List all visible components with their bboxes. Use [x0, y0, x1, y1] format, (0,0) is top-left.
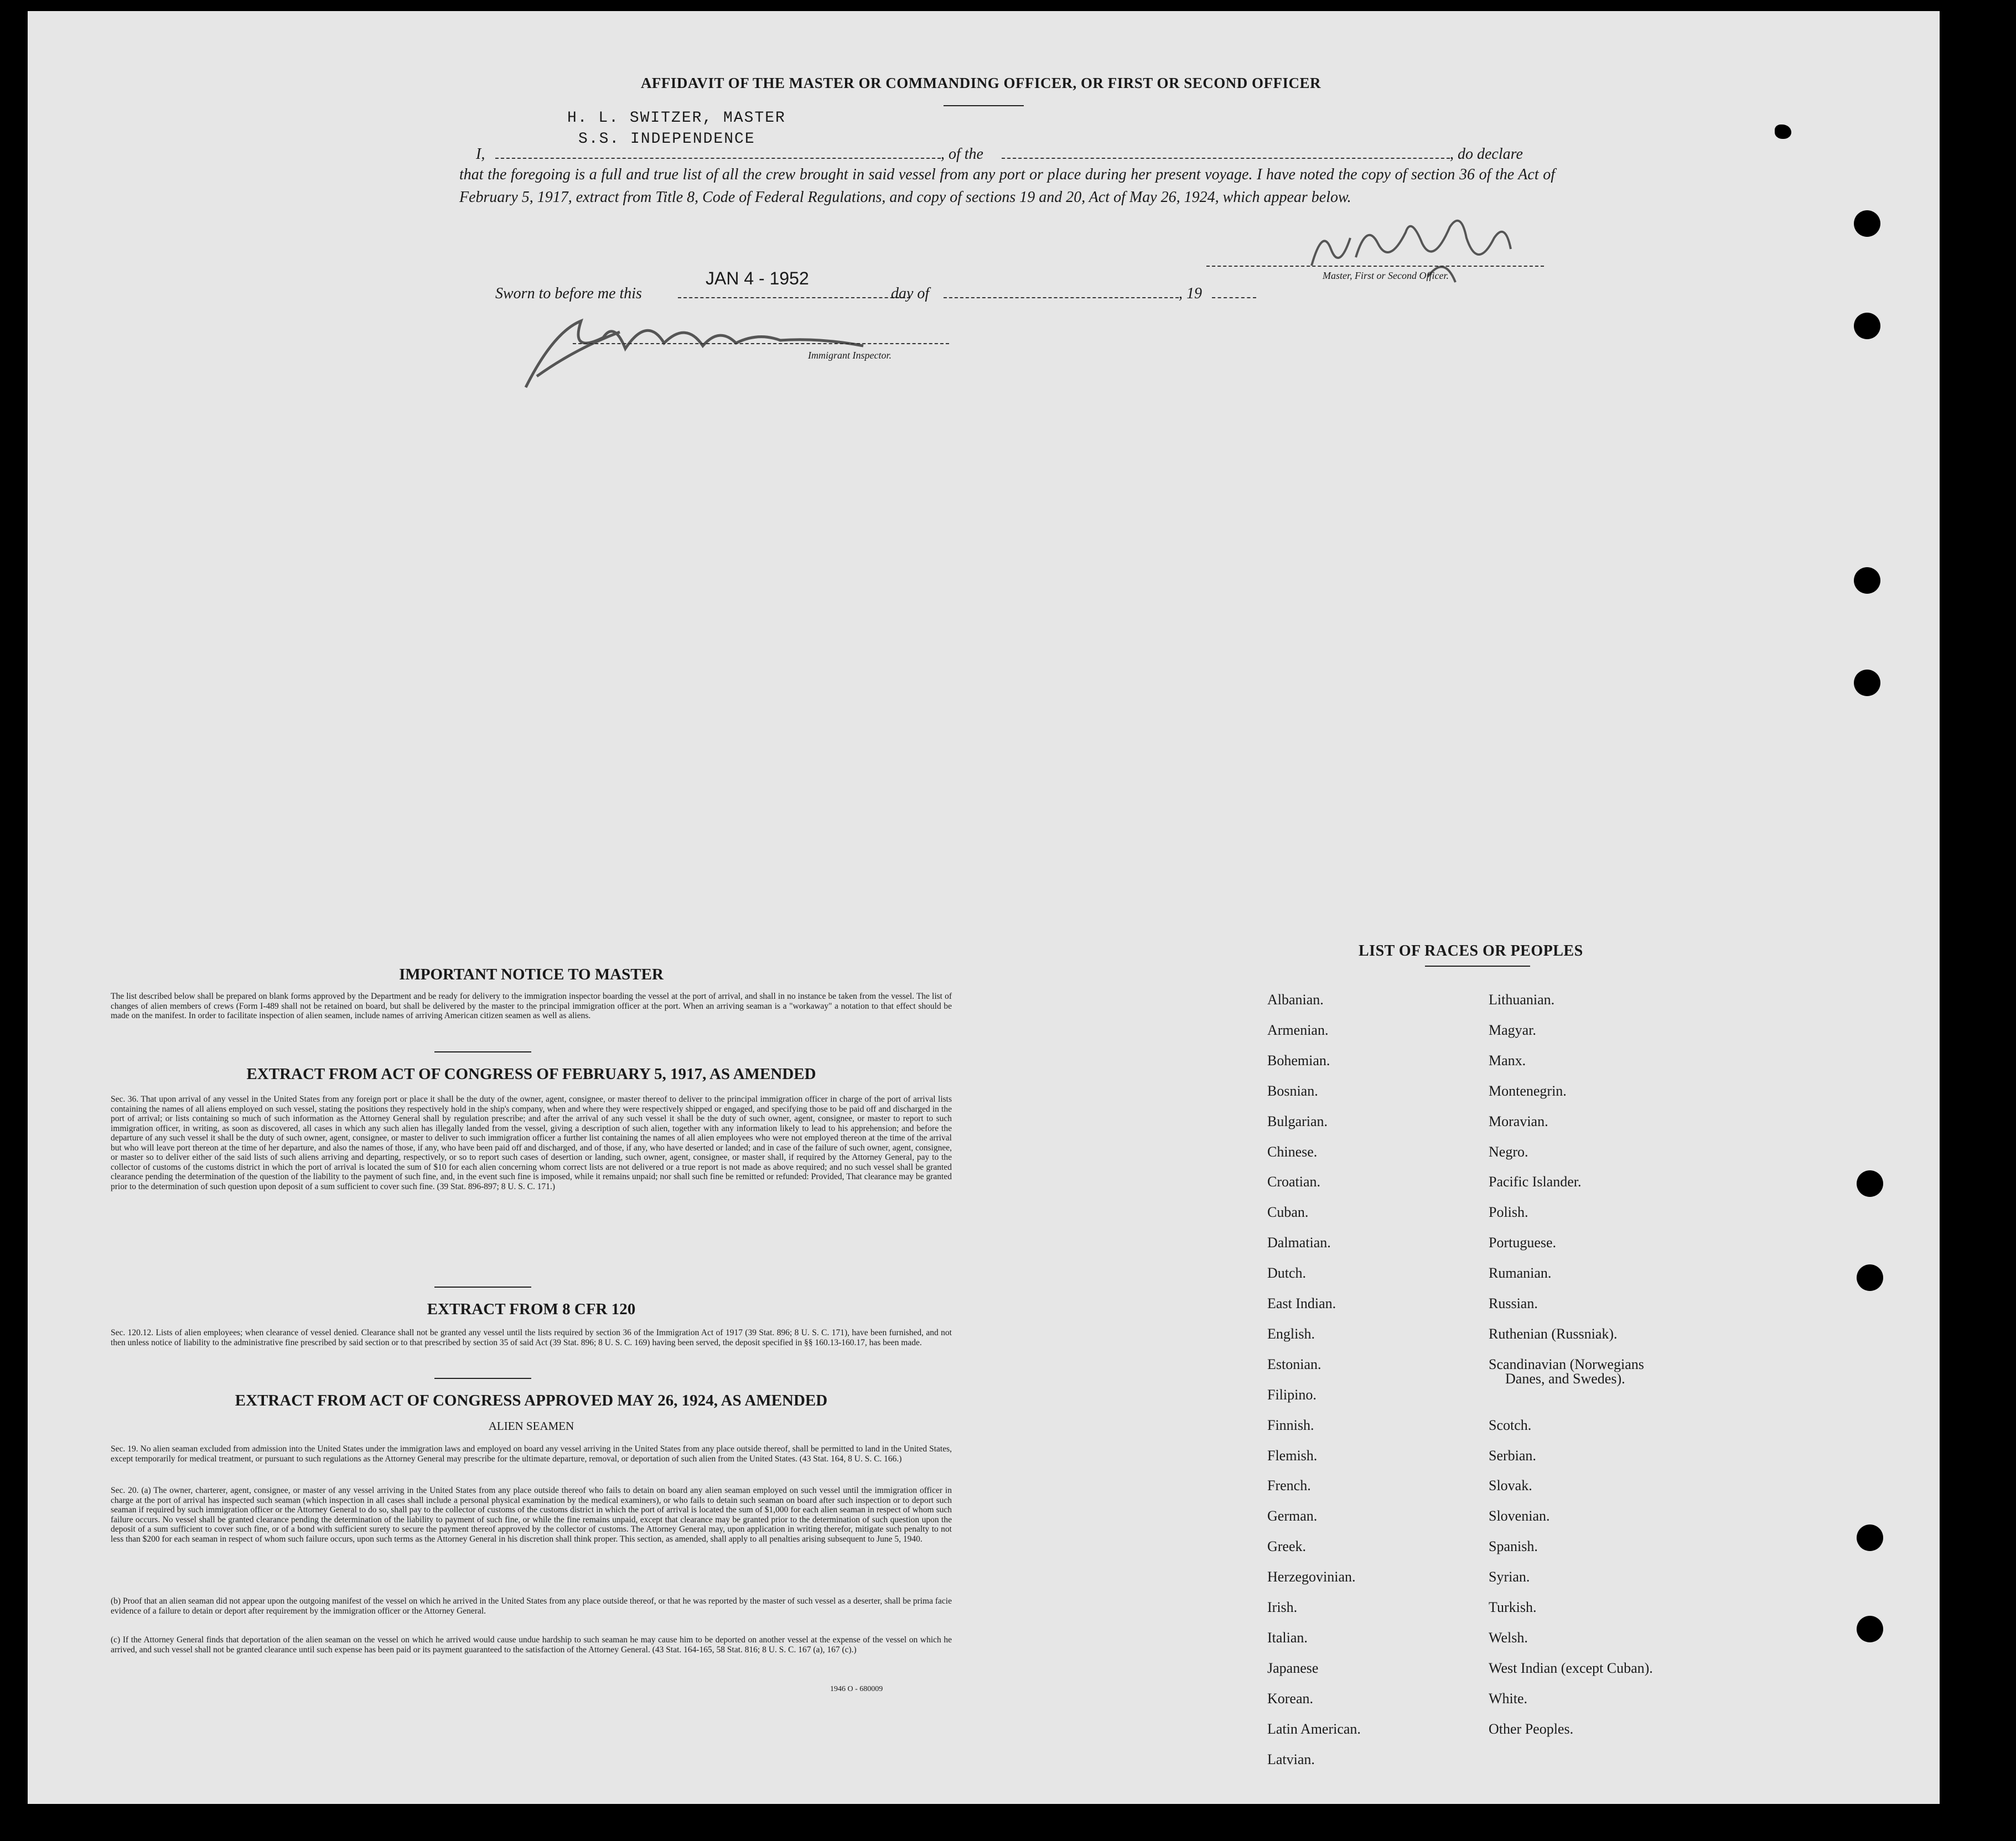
- year-prefix: , 19: [1179, 285, 1202, 302]
- inspector-signature: [520, 299, 908, 393]
- race-item: Flemish.: [1267, 1447, 1318, 1464]
- officer-caption: Master, First or Second Officer.: [1323, 270, 1449, 281]
- vessel-blank: [1002, 147, 1450, 159]
- master-signature-line: [1206, 255, 1544, 267]
- sworn-date-stamp: JAN 4 - 1952: [706, 268, 809, 288]
- race-item: Dalmatian.: [1267, 1235, 1331, 1251]
- punch-hole: [1854, 313, 1880, 339]
- race-item: Turkish.: [1489, 1599, 1537, 1615]
- race-item: Lithuanian.: [1489, 992, 1555, 1008]
- race-item: Herzegovinian.: [1267, 1569, 1356, 1585]
- race-item: Other Peoples.: [1489, 1720, 1574, 1737]
- race-item: German.: [1267, 1508, 1318, 1524]
- race-item: Albanian.: [1267, 992, 1324, 1008]
- affidavit-title: AFFIDAVIT OF THE MASTER OR COMMANDING OFFICER, OR FIRST OR SECOND OFFICER: [640, 75, 1321, 91]
- race-item: Latvian.: [1267, 1751, 1315, 1767]
- race-item: Portuguese.: [1489, 1235, 1557, 1251]
- do-declare-label: , do declare: [1450, 146, 1523, 163]
- extract-1917-title: EXTRACT FROM ACT OF CONGRESS OF FEBRUARY 5, 1917, AS AMENDED: [246, 1065, 816, 1083]
- race-item: Filipino.: [1267, 1386, 1317, 1403]
- typed-vessel-name: S.S. INDEPENDENCE: [578, 131, 755, 148]
- extract-1917-body: Sec. 36. That upon arrival of any vessel in the United States from any foreign port or place it shall be the duty of the owner, agent, consignee, or master thereof to deliver to the principal immigration officer in charge of the port of arrival lists containing the names of all aliens employed on such vessel, stating the positions they respectively hold in the ship's company, when and where they were respectively shipped or engaged, and specifying those to be paid off and discharged in the port of arrival; or lists containing so much of such information as the Attorney General shall by regulation prescribe; and after the arrival of any such vessel it shall be the duty of such owner, agent, consignee, or master to report to such immigration officer, in writing, as soon as discovered, all cases in which any such alien has illegally landed from the vessel, giving a description of such alien, together with any information likely to lead to his apprehension; and before the departure of any such vessel it shall be the duty of such owner, agent, consignee, or master to deliver to such immigration officer a further list containing the names of all alien employees who were not employed thereon at the time of the arrival but who will leave port thereon at the time of her departure, and also the names of those, if any, who have been paid off and discharged, and of those, if any, who have deserted or landed; and in case of the failure of such owner, agent, consignee, or master so to deliver either of the said lists of such aliens arriving and departing, respectively, or so to report such cases of desertion or landing, such owner, agent, consignee, or master shall, if required by the Attorney General, pay to the collector of customs of the customs district in which the port of arrival is located the sum of $10 for each alien concerning whom correct lists are not delivered or a true report is not made as above required; and no such vessel shall be granted clearance pending the determination of the question of the liability to the payment of such fine, and, in the event such fine is imposed, while it remains unpaid; nor shall such fine be remitted or refunded: Provided, That clearance may be granted prior to the determination of such question upon deposit of a sum sufficient to cover such fine. (39 Stat. 896-897; 8 U. S. C. 171.): [111, 1095, 952, 1191]
- race-item: Croatian.: [1267, 1174, 1321, 1190]
- race-item: Ruthenian (Russniak).: [1489, 1325, 1618, 1342]
- race-item: Japanese: [1267, 1660, 1319, 1676]
- extract-1917-rule: [434, 1287, 531, 1288]
- punch-hole: [1854, 567, 1880, 594]
- sec-20a-text: Sec. 20. (a) The owner, charterer, agent, consignee, or master of any vessel arriving in the United States from any place outside thereof who fails to detain on board any alien seaman employed on such vessel until the immigration officer in charge at the port of arrival has inspected such seaman (which inspection in all cases shall include a personal physical examination by the medical examiners), or who fails to detain such seaman on board after such inspection or to deport such seaman if required by such immigration officer or the Attorney General to do so, shall pay to the collector of customs of the customs district in which the port of arrival is located the sum of $1,000 for each alien seaman in respect of whom such failure occurs. No vessel shall be granted clearance pending the determination of the liability to payment of such fine, or while the fine remains unpaid, except that clearance may be granted prior to the determination of such question upon the deposit of a sum sufficient to cover such fine, or of a bond with sufficient surety to secure the payment thereof approved by the collector of customs. The Attorney General may, upon application in writing therefor, mitigate such penalty to not less than $200 for each seaman in respect of whom such failure occurs, upon such terms as the Attorney General in his discretion shall think proper. This section, as amended, shall apply to all penalties arising subsequent to June 5, 1940.: [111, 1486, 952, 1544]
- punch-hole: [1854, 210, 1880, 237]
- alien-seamen-subtitle: ALIEN SEAMEN: [488, 1419, 574, 1433]
- sec-20c-text: (c) If the Attorney General finds that deportation of the alien seaman on the vessel on which he arrived would cause undue hardship to such seaman he may cause him to be deported on another vessel at the expense of the vessel on which he arrived, and such vessel shall not be granted clearance until such expense has been paid or its payment guaranteed to the satisfaction of the Attorney General. (43 Stat. 164-165, 58 Stat. 816; 8 U. S. C. 167 (a), 167 (c).): [111, 1635, 952, 1655]
- race-item: Manx.: [1489, 1052, 1526, 1069]
- race-item: Bulgarian.: [1267, 1113, 1328, 1129]
- race-item: Finnish.: [1267, 1417, 1314, 1433]
- typed-master-name: H. L. SWITZER, MASTER: [567, 110, 786, 127]
- notice-rule: [434, 1051, 531, 1052]
- race-item: East Indian.: [1267, 1295, 1336, 1311]
- race-item: Korean.: [1267, 1690, 1314, 1707]
- race-item: Welsh.: [1489, 1629, 1528, 1646]
- title-rule: [944, 105, 1024, 106]
- cfr-title: EXTRACT FROM 8 CFR 120: [427, 1300, 636, 1318]
- race-item: Scandinavian (Norwegians: [1489, 1356, 1644, 1372]
- race-item: Magyar.: [1489, 1021, 1536, 1038]
- race-item: Polish.: [1489, 1204, 1528, 1221]
- punch-hole: [1857, 1524, 1883, 1551]
- race-item: Rumanian.: [1489, 1265, 1552, 1282]
- day-of-blank: [944, 286, 1179, 298]
- race-item: Cuban.: [1267, 1204, 1309, 1221]
- race-item: English.: [1267, 1325, 1315, 1342]
- notice-body: The list described below shall be prepared on blank forms approved by the Department and be ready for delivery to the immigration inspector boarding the vessel at the port of arrival, and shall in no instance be taken from the vessel. The list of changes of alien members of crews (Form I-489 shall not be retained on board, but shall be delivered by the master to the principal immigration officer at the port. When an arriving seaman is a "workaway" a notation to that effect should be made on the manifest. In order to facilitate inspection of alien seamen, include names of arriving American citizen seamen as well as aliens.: [111, 992, 952, 1020]
- race-item: Spanish.: [1489, 1538, 1538, 1555]
- race-item: Bosnian.: [1267, 1082, 1318, 1099]
- sworn-label: Sworn to before me this: [495, 285, 642, 302]
- race-item: Chinese.: [1267, 1143, 1318, 1160]
- races-rule: [1425, 966, 1530, 967]
- race-item: Danes, and Swedes).: [1505, 1370, 1625, 1387]
- inspector-signature-line: [573, 332, 949, 344]
- race-item: Scotch.: [1489, 1417, 1532, 1433]
- race-item: Greek.: [1267, 1538, 1307, 1555]
- race-item: Slovenian.: [1489, 1508, 1550, 1524]
- name-blank: [495, 147, 941, 159]
- race-item: Slovak.: [1489, 1477, 1532, 1494]
- race-item: Dutch.: [1267, 1265, 1307, 1282]
- race-item: Moravian.: [1489, 1113, 1548, 1129]
- punch-hole: [1857, 1264, 1883, 1291]
- race-item: French.: [1267, 1477, 1311, 1494]
- race-item: Serbian.: [1489, 1447, 1536, 1464]
- punch-hole: [1854, 670, 1880, 696]
- race-item: Pacific Islander.: [1489, 1174, 1582, 1190]
- race-item: Montenegrin.: [1489, 1082, 1567, 1099]
- race-item: White.: [1489, 1690, 1528, 1707]
- race-item: West Indian (except Cuban).: [1489, 1660, 1653, 1676]
- race-item: Latin American.: [1267, 1720, 1361, 1737]
- race-item: Armenian.: [1267, 1021, 1329, 1038]
- cfr-rule: [434, 1378, 531, 1379]
- ink-blot: [1775, 125, 1791, 139]
- race-item: Russian.: [1489, 1295, 1538, 1311]
- document-page: [28, 11, 1940, 1804]
- race-item: Italian.: [1267, 1629, 1308, 1646]
- cfr-body: Sec. 120.12. Lists of alien employees; when clearance of vessel denied. Clearance shall not be granted any vessel until the lists required by section 36 of the Immigration Act of 1917 (39 Stat. 896; 8 U. S. C. 171), have been furnished, and not then unless notice of liability to the administrative fine prescribed by said section or to that prescribed by section 35 of said Act (39 Stat. 896; 8 U. S. C. 169) having been served, the deposit specified in §§ 160.13-160.17, has been made.: [111, 1328, 952, 1347]
- race-item: Estonian.: [1267, 1356, 1321, 1372]
- extract-1924-title: EXTRACT FROM ACT OF CONGRESS APPROVED MAY 26, 1924, AS AMENDED: [235, 1392, 828, 1409]
- races-title: LIST OF RACES OR PEOPLES: [1359, 942, 1583, 960]
- sec-19-text: Sec. 19. No alien seaman excluded from admission into the United States under the immigration laws and employed on board any vessel arriving in the United States from any place outside thereof, shall be permitted to land in the United States, except temporarily for medical treatment, or pursuant to such regulations as the Attorney General may prescribe for the ultimate departure, removal, or deportation of such alien from the United States. (43 Stat. 164, 8 U. S. C. 166.): [111, 1444, 952, 1464]
- inspector-caption: Immigrant Inspector.: [808, 350, 892, 361]
- race-item: Bohemian.: [1267, 1052, 1330, 1069]
- notice-title: IMPORTANT NOTICE TO MASTER: [399, 966, 664, 983]
- race-item: Negro.: [1489, 1143, 1528, 1160]
- sec-20b-text: (b) Proof that an alien seaman did not appear upon the outgoing manifest of the vessel on which he arrived in the United States from any place outside thereof, or that he was reported by the master of such vessel as a deserter, shall be prima facie evidence of a failure to detain or deport after requirement by the immigration officer or the Attorney General.: [111, 1596, 952, 1616]
- year-blank: [1212, 286, 1256, 298]
- race-item: Syrian.: [1489, 1569, 1530, 1585]
- day-of-label: day of: [891, 285, 930, 302]
- race-item: Irish.: [1267, 1599, 1298, 1615]
- punch-hole: [1857, 1170, 1883, 1197]
- affidavit-i-label: I,: [476, 146, 485, 163]
- affidavit-body: that the foregoing is a full and true list of all the crew brought in said vessel from any port or place during her present voyage. I have noted the copy of section 36 of the Act of February 5, 1917, extract from Title 8, Code of Federal Regulations, and copy of sections 19 and 20, Act of May 26, 1924, which appear below.: [459, 166, 1555, 206]
- of-the-label: , of the: [941, 146, 983, 163]
- print-code: 1946 O - 680009: [830, 1685, 883, 1693]
- punch-hole: [1857, 1616, 1883, 1642]
